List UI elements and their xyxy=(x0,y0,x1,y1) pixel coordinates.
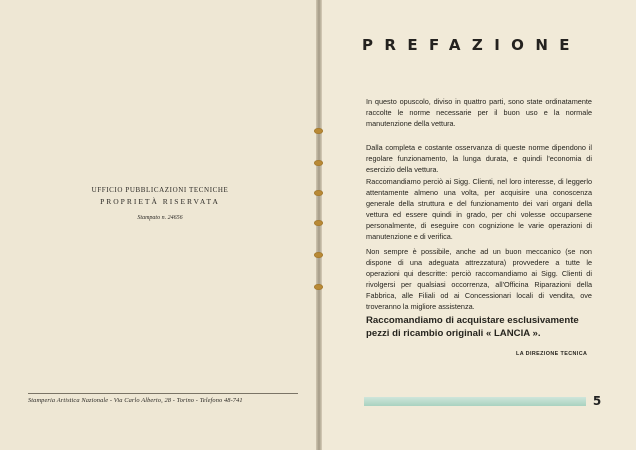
imprint-block xyxy=(40,186,280,221)
print-run: Stampato n. 24656 xyxy=(137,215,183,221)
page-title: PREFAZIONE xyxy=(362,36,581,54)
paragraph: Dalla completa e costante osservanza di queste norme dipendono il regolare funzionamento, la lunga durata, e quindi l'economia di esercizio della vettura. xyxy=(366,143,592,174)
paragraph: Non sempre è possibile, anche ad un buon meccanico (se non dispone di una adeguata attrezzatura) provvedere a tutte le operazioni qui descritte: perciò raccomandiamo ai Sigg. Clienti di rivolgersi per qualsiasi occorrenza, all'Officina Riparazioni della Fabbrica, alle Filiali od ai Concessionari locali di vendita, ove troveranno la migliore assistenza. xyxy=(366,247,592,311)
staple xyxy=(314,128,323,134)
paragraph: Raccomandiamo perciò ai Sigg. Clienti, nel loro interesse, di leggerlo attentamente almeno una volta, per acquisire una conoscenza generale della struttura e del funzionamento dei vari organi della vettura ed essere quindi in grado, per chi volesse occuparsene personalmente, di eseguire con cognizione le varie operazioni di manutenzione e di verifica. xyxy=(366,177,592,241)
staple xyxy=(314,252,323,258)
paragraph: In questo opuscolo, diviso in quattro parti, sono state ordinatamente raccolte le norme necessarie per il buon uso e la normale manutenzione della vettura. xyxy=(366,97,592,128)
accent-bar xyxy=(364,397,586,406)
rights-notice: PROPRIETÀ RISERVATA xyxy=(100,197,220,206)
signature: LA DIREZIONE TECNICA xyxy=(516,351,588,357)
footer-rule xyxy=(28,393,298,394)
closing-recommendation: Raccomandiamo di acquistare esclusivamente pezzi di ricambio originali « LANCIA ». xyxy=(366,315,579,339)
page-number: 5 xyxy=(592,394,602,408)
staple xyxy=(314,220,323,226)
publisher-office: UFFICIO PUBBLICAZIONI TECNICHE xyxy=(91,186,229,194)
printer-credit: Stamperia Artistica Nazionale - Via Carlo Alberto, 28 - Torino - Telefono 48-741 xyxy=(28,397,243,404)
staple xyxy=(314,160,323,166)
staple xyxy=(314,190,323,196)
staple xyxy=(314,284,323,290)
